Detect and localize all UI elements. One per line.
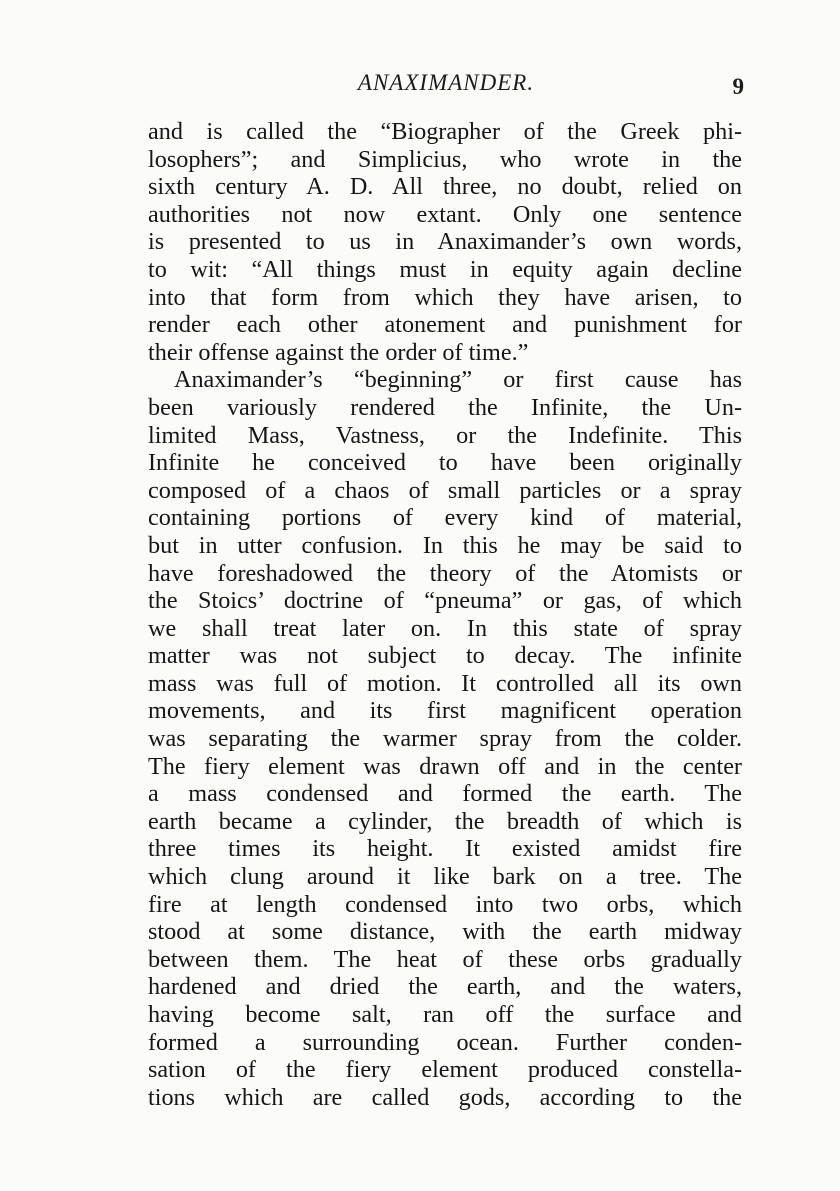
text-line: limited Mass, Vastness, or the Indefinite. This [148, 421, 742, 449]
text-line: hardened and dried the earth, and the waters, [148, 973, 742, 1001]
text-line: we shall treat later on. In this state of spray [148, 614, 742, 642]
text-line: stood at some distance, with the earth midway [148, 918, 742, 946]
text-line: earth became a cylinder, the breadth of which is [148, 807, 742, 835]
text-line: sixth century A. D. All three, no doubt, relied on [148, 173, 742, 201]
text-line: fire at length condensed into two orbs, which [148, 890, 742, 918]
paragraph-first-line: Anaximander’s “beginning” or first cause has [174, 366, 742, 394]
text-line: authorities not now extant. Only one sentence [148, 200, 742, 228]
text-line: formed a surrounding ocean. Further conden- [148, 1028, 742, 1056]
text-line: their offense against the order of time.” [148, 338, 529, 366]
text-line: tions which are called gods, according to the [148, 1083, 742, 1111]
text-line: matter was not subject to decay. The infinite [148, 642, 742, 670]
page-header [148, 70, 744, 104]
text-line: render each other atonement and punishment for [148, 311, 742, 339]
text-line: into that form from which they have arisen, to [148, 283, 742, 311]
text-line: The fiery element was drawn off and in the center [148, 752, 742, 780]
text-line: is presented to us in Anaximander’s own words, [148, 228, 742, 256]
text-line: composed of a chaos of small particles or a spray [148, 476, 742, 504]
text-line: three times its height. It existed amidst fire [148, 835, 742, 863]
text-line: and is called the “Biographer of the Greek phi- [148, 118, 742, 145]
text-line: the Stoics’ doctrine of “pneuma” or gas, of which [148, 587, 742, 615]
text-line: which clung around it like bark on a tree. The [148, 863, 742, 891]
text-line: a mass condensed and formed the earth. The [148, 780, 742, 808]
text-line: movements, and its first magnificent operation [148, 697, 742, 725]
text-line: but in utter confusion. In this he may be said to [148, 531, 742, 559]
text-line: Infinite he conceived to have been originally [148, 449, 742, 477]
text-line: between them. The heat of these orbs gradually [148, 945, 742, 973]
text-line: sation of the fiery element produced constella- [148, 1056, 742, 1084]
page-number: 9 [732, 74, 744, 99]
text-line: containing portions of every kind of material, [148, 504, 742, 532]
text-line: losophers”; and Simplicius, who wrote in the [148, 145, 742, 173]
text-line: mass was full of motion. It controlled all its own [148, 669, 742, 697]
text-line: been variously rendered the Infinite, the Un- [148, 393, 742, 421]
text-line: was separating the warmer spray from the colder. [148, 725, 742, 753]
text-line: to wit: “All things must in equity again decline [148, 255, 742, 283]
text-line: have foreshadowed the theory of the Atomists or [148, 559, 742, 587]
body-text [148, 118, 742, 1111]
running-title: ANAXIMANDER. [357, 70, 535, 95]
text-line: having become salt, ran off the surface and [148, 1001, 742, 1028]
